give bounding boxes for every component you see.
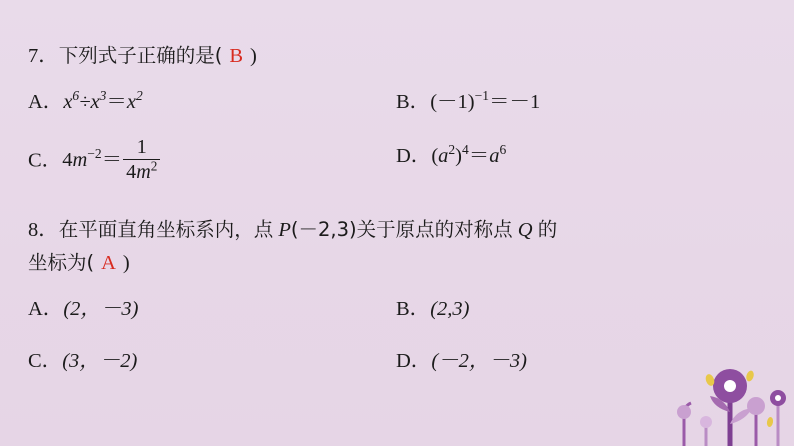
option-7-C-label: C． [28,148,63,171]
option-7-A-label: A． [28,90,64,113]
question-8-answer: A [101,252,116,275]
question-7-stem-close: ) [250,45,257,67]
question-7-options-row-2 [28,135,768,188]
option-8-C-expression: (3，－2) [62,349,138,372]
question-8-point-q: Q [517,218,533,241]
option-7-D-label: D． [396,144,432,167]
question-8-stem-text-b: (－2,3)关于原点的对称点 [290,217,513,241]
option-8-B-expression: (2,3) [430,297,470,320]
flower-cluster-icon [644,336,794,446]
option-8-D-expression: (－2，－3) [431,349,527,372]
question-7-options-row-1 [28,84,768,122]
option-8-C-label: C． [28,349,63,372]
option-7-B-label: B． [396,90,431,113]
fraction-one-over-four-m-squared: $\frac{1}{4m^2}$ [123,137,160,184]
option-8-C[interactable] [28,343,137,373]
slide-content [28,44,768,381]
question-8-stem-text-d: 坐标为( [28,251,95,275]
option-8-D[interactable] [396,343,527,373]
option-7-D-expression: $(a^2)^4=a^6$ [431,141,507,167]
question-7-stem [28,44,768,70]
option-8-B-label: B． [396,297,431,320]
question-7-answer: B [229,45,244,67]
option-7-C-expression: $4m^{-2}=$ $\frac{1}{4m^2}$ [62,149,161,171]
question-8-stem-text-c: 的 [537,217,558,241]
question-7-number: 7． [28,45,59,67]
option-7-B-expression: $(-1)^{-1}=-1$ [430,87,541,113]
option-8-A-label: A． [28,297,64,320]
question-7-stem-text: 下列式子正确的是( [58,44,223,67]
question-8-stem-line-1 [28,218,768,244]
option-7-A-expression: $x^6\div x^3=x^2$ [63,87,143,113]
option-7-B[interactable] [396,84,540,114]
option-7-C[interactable] [28,135,161,185]
question-8-point-p: P [278,218,291,241]
question-8-options-row-1 [28,291,768,329]
option-8-B[interactable] [396,291,469,321]
option-7-A[interactable] [28,84,143,114]
option-7-D[interactable] [396,138,506,168]
question-8-stem-text-a: 在平面直角坐标系内，点 [58,217,274,241]
option-8-A[interactable] [28,291,138,321]
question-8-number: 8． [28,218,59,241]
question-8-stem-close: ) [122,252,130,275]
option-8-A-expression: (2，－3) [63,297,139,320]
question-8-stem-line-2 [28,251,768,277]
option-8-D-label: D． [396,349,432,372]
